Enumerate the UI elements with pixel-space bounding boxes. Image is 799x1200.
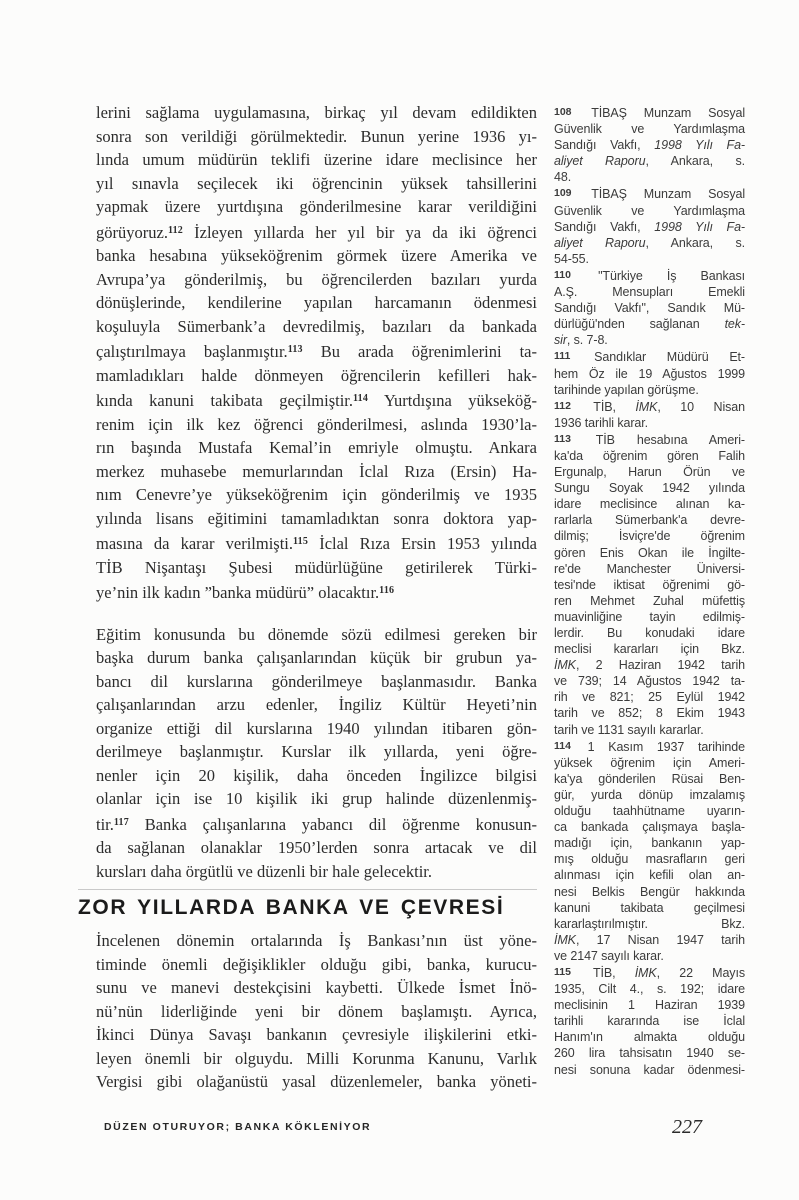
text-line: rarlarla Sümerbank'a devre-: [554, 513, 745, 528]
text-line: aliyet Raporu, Ankara, s.: [554, 235, 745, 250]
text-line: lerdir. Bu konudaki idare: [554, 626, 745, 640]
italic-text: aliyet Raporu: [554, 235, 646, 250]
text-line: renim için ilk kez öğrenci gönderilmesi, aslında 1930’la-: [96, 414, 537, 434]
note-ref-number: 117: [113, 816, 129, 828]
text-line: gören Enis Okan ile İngilte-: [554, 545, 745, 560]
text-line: Ergunalp, Harun Örün ve: [554, 465, 745, 480]
italic-text: 1998 Yılı Fa-: [654, 219, 745, 234]
text-line: İkinci Dünya Savaşı bankanın çevresiyle ilişkilerini etki-: [96, 1025, 537, 1044]
text-line: tarihinde yapılan görüşme.: [554, 382, 699, 397]
sidenote-column: [554, 104, 745, 1078]
text-line: mış olduğu masrafların geri: [554, 852, 745, 867]
text-line: yapmak üzere yurtdışına gönderilmesine karar verildiğini: [96, 197, 537, 216]
text-line: aliyet Raporu, Ankara, s.: [554, 154, 745, 169]
text-line: nım Cenevre’ye yükseköğrenim için gönderilmiş ve 1935: [96, 485, 537, 504]
sidenote-108: [554, 104, 745, 185]
italic-text: sir: [554, 333, 567, 348]
section-heading: ZOR YILLARDA BANKA VE ÇEVRESİ: [78, 896, 505, 919]
text-line: derilmeye başlanmıştır. Kurslar ilk yıllarda, yeni öğre-: [96, 742, 537, 761]
text-line: çalıştırılmaya başlanmıştır.$^{113}$ Bu arada öğrenimlerini ta-: [96, 342, 537, 361]
text-line: dürlüğü'nden sağlanan tek-: [554, 317, 745, 332]
text-line: 111 Sandıklar Müdürü Et-: [554, 350, 745, 365]
note-ref-number: 115: [554, 965, 571, 978]
paragraph: [96, 101, 537, 605]
text-line: yıl sınavla seçilecek iki öğrencinin yüksek tahsillerini: [96, 173, 537, 193]
text-line: 48.: [554, 170, 572, 185]
text-line: ve 739; 14 Ağustos 1942 ta-: [554, 674, 745, 689]
text-line: tir.$^{117}$ Banka çalışanlarına yabancı dil öğrenme konusun-: [96, 814, 537, 834]
note-ref-number: 113: [554, 432, 571, 445]
text-line: tarihli kararında ise İclal: [554, 1014, 745, 1029]
note-ref-number: 109: [554, 187, 572, 200]
text-line: 109 TİBAŞ Munzam Sosyal: [554, 187, 745, 202]
text-line: Sungu Soyak 1942 yılında: [554, 481, 745, 496]
text-line: lında umum müdürün teklifi üzerine idare meclisince her: [96, 150, 537, 169]
text-line: Sandığı Vakfı", Sandık Mü-: [554, 301, 745, 316]
text-line: İncelenen dönemin ortalarında İş Bankası’nın üst yöne-: [96, 931, 537, 950]
text-line: olduğu taahhütname uyarın-: [554, 804, 745, 819]
text-line: bancı dil kurslarına gönderilmeye başlanmasıdır. Banka: [96, 671, 537, 691]
note-ref-number: 112: [167, 224, 184, 236]
text-line: ve 2147 sayılı karar.: [554, 948, 664, 963]
text-line: Avrupa’ya gönderilmiş, bu öğrencilerden bazıları yurda: [96, 269, 537, 289]
text-line: meclisinin 1 Haziran 1939: [554, 998, 745, 1013]
text-line: Sandığı Vakfı, 1998 Yılı Fa-: [554, 138, 745, 153]
text-line: 115 TİB, İMK, 22 Mayıs: [554, 965, 745, 980]
text-line: ka'da öğrenim gören Falih: [554, 448, 745, 463]
paragraph: [96, 929, 537, 1094]
text-line: rih ve 821; 25 Eylül 1942: [554, 690, 745, 705]
text-line: nü’nün liderliğinde yeni bir dönem başlamıştı. Ayrıca,: [96, 1001, 537, 1021]
footer-running-title: DÜZEN OTURUYOR; BANKA KÖKLENİYOR: [104, 1121, 372, 1133]
text-line: Eğitim konusunda bu dönemde sözü edilmesi gereken bir: [96, 624, 537, 644]
text-line: tesi'nde iktisat öğrenimi gö-: [554, 577, 745, 592]
text-line: leyen önemli bir olguydu. Milli Korunma Kanunu, Varlık: [96, 1048, 537, 1068]
text-line: nesi sonuna kadar ödenmesi-: [554, 1062, 745, 1077]
note-ref-number: 114: [353, 393, 369, 404]
sidenote-111: [554, 348, 745, 397]
text-line: da sağlanan olanaklar 1950’lerden sonra artacak ve dil: [96, 838, 537, 857]
text-line: meclisi kararları için Bkz.: [554, 642, 745, 657]
text-line: rın başında Mustafa Kemal’in emriyle olmuştu. Ankara: [96, 438, 537, 457]
text-line: A.Ş. Mensupları Emekli: [554, 285, 745, 300]
sidenote-113: [554, 431, 745, 738]
text-line: madığı için, bankanın yap-: [554, 836, 745, 851]
text-line: koşuluyla Sümerbank’a devredilmiş, bazıları da bankada: [96, 316, 537, 336]
italic-text: İMK: [554, 932, 576, 947]
note-ref-number: 116: [379, 585, 395, 596]
text-line: kursları daha örgütlü ve düzenli bir hale gelecektir.: [96, 861, 432, 881]
text-line: masına da karar verilmişti.$^{115}$ İclal Rıza Ersin 1953 yılında: [96, 534, 537, 553]
text-line: alınması için kefili olan an-: [554, 868, 745, 883]
text-line: banka hesabına yükseköğrenim görmek üzere Amerika ve: [96, 246, 537, 265]
text-line: 54-55.: [554, 251, 589, 266]
note-ref-number: 110: [554, 268, 571, 281]
text-line: idare meclisince alınan ka-: [554, 497, 745, 512]
text-line: nesi Belkis Bengür hakkında: [554, 884, 745, 899]
note-ref-number: 113: [287, 344, 303, 355]
text-line: TİB Nişantaşı Şubesi müdürlüğüne getirilerek Türki-: [96, 557, 537, 577]
text-line: hem Öz ile 19 Ağustos 1999: [554, 366, 745, 381]
text-line: gür, yurda dönüp imzalamış: [554, 787, 745, 802]
text-line: ye’nin ilk kadın ”banka müdürü” olacaktır.$^{116}$: [96, 583, 395, 602]
note-ref-number: 111: [554, 350, 571, 363]
text-line: 113 TİB hesabına Ameri-: [554, 432, 745, 447]
italic-text: İMK: [635, 399, 658, 414]
italic-text: aliyet Raporu: [554, 154, 646, 169]
italic-text: 1998 Yılı Fa-: [654, 138, 745, 153]
text-line: 108 TİBAŞ Munzam Sosyal: [554, 106, 745, 120]
text-line: merkez muhasebe memurlarından İclal Rıza (Ersin) Ha-: [96, 461, 537, 481]
note-ref-number: 115: [293, 536, 309, 547]
sidenote-114: [554, 738, 745, 964]
text-line: tarih ve 852; 8 Ekim 1943: [554, 706, 745, 721]
text-line: 114 1 Kasım 1937 tarihinde: [554, 739, 745, 754]
text-line: Sandığı Vakfı, 1998 Yılı Fa-: [554, 219, 745, 234]
text-line: Güvenlik ve Yardımlaşma: [554, 203, 745, 218]
note-ref-number: 114: [554, 739, 571, 752]
text-line: sonra son verildiği görülmektedir. Bunun yerine 1936 yı-: [96, 126, 537, 146]
note-ref-number: 112: [554, 399, 571, 412]
text-line: yüksek öğrenim için Ameri-: [554, 755, 745, 770]
sidenote-112: [554, 398, 745, 431]
text-line: 1936 tarihli karar.: [554, 415, 648, 430]
text-line: kında kanuni takibata geçilmiştir.$^{114}$ Yurtdışına yükseköğ-: [96, 391, 537, 410]
italic-text: İMK: [554, 658, 576, 673]
text-line: ren Mehmet Zuhal müfettiş: [554, 593, 745, 608]
text-line: Vergisi gibi olağanüstü yasal düzenlemeler, banka yöneti-: [96, 1072, 537, 1091]
text-line: dilmiş; İsviçre'de öğrenim: [554, 529, 745, 544]
text-line: İMK, 2 Haziran 1942 tarih: [554, 658, 745, 673]
text-line: görüyoruz.$^{112}$ İzleyen yıllarda her yıl bir ya da iki öğrenci: [96, 222, 537, 242]
paragraph: [96, 623, 537, 884]
text-line: kanuni takibata geçilmesi: [554, 900, 745, 915]
text-line: ca bankada çalışmaya başla-: [554, 820, 745, 835]
text-line: 260 lira tahsisatın 1940 se-: [554, 1046, 745, 1061]
text-line: mamladıkları halde dönmeyen öğrencilerin kefilleri hak-: [96, 365, 537, 385]
sidenote-110: [554, 267, 745, 348]
text-line: nenler için 20 kişilik, daha önceden İngilizce bilgisi: [96, 765, 537, 785]
text-line: re'de Manchester Üniversi-: [554, 561, 745, 576]
text-line: dönüşlerinde, kendilerine yapılan harcamanın ödenmesi: [96, 293, 537, 312]
text-line: timinde önemli değişiklikler olduğu gibi, banka, kurucu-: [96, 954, 537, 974]
text-line: organize ettiği dil kurslarına 1940 yılından itibaren gön-: [96, 718, 537, 738]
text-line: 1935, Cilt 4., s. 192; idare: [554, 982, 745, 997]
text-line: tarih ve 1131 sayılı kararlar.: [554, 722, 704, 737]
sidenote-109: [554, 185, 745, 266]
text-line: yılında lisans eğitimini tamamladıktan sonra doktora yap-: [96, 508, 537, 528]
page-number: 227: [672, 1116, 702, 1138]
text-line: 110 "Türkiye İş Bankası: [554, 268, 745, 283]
italic-text: tek-: [724, 317, 745, 332]
text-line: Hanım'ın almakta olduğu: [554, 1030, 745, 1045]
text-line: sunu ve manevi destekçisini kaybetti. Ülkede İsmet İnö-: [96, 978, 537, 997]
text-line: başka durum banka çalışanlarından küçük bir grubun ya-: [96, 648, 537, 667]
text-line: sir, s. 7-8.: [554, 333, 608, 348]
note-ref-number: 108: [554, 106, 572, 118]
section-divider-rule: [78, 889, 537, 890]
text-line: lerini sağlama uygulamasına, birkaç yıl devam edildikten: [96, 103, 537, 122]
sidenote-115: [554, 964, 745, 1078]
text-line: kararlaştırılmıştır. Bkz.: [554, 916, 745, 931]
text-line: olanlar için ise 10 kişilik iki grup halinde düzenlenmiş-: [96, 789, 537, 808]
italic-text: İMK: [634, 965, 657, 980]
main-text-column: [78, 101, 537, 1094]
text-line: Güvenlik ve Yardımlaşma: [554, 122, 745, 137]
text-line: 112 TİB, İMK, 10 Nisan: [554, 399, 745, 414]
text-line: ka'ya gönderilen Rüsai Ben-: [554, 771, 745, 786]
text-line: çalışanlarından arzu edenler, İngiliz Kültür Heyeti’nin: [96, 695, 537, 714]
text-line: muavinliğine tayin edilmiş-: [554, 609, 745, 624]
text-line: İMK, 17 Nisan 1947 tarih: [554, 932, 745, 947]
